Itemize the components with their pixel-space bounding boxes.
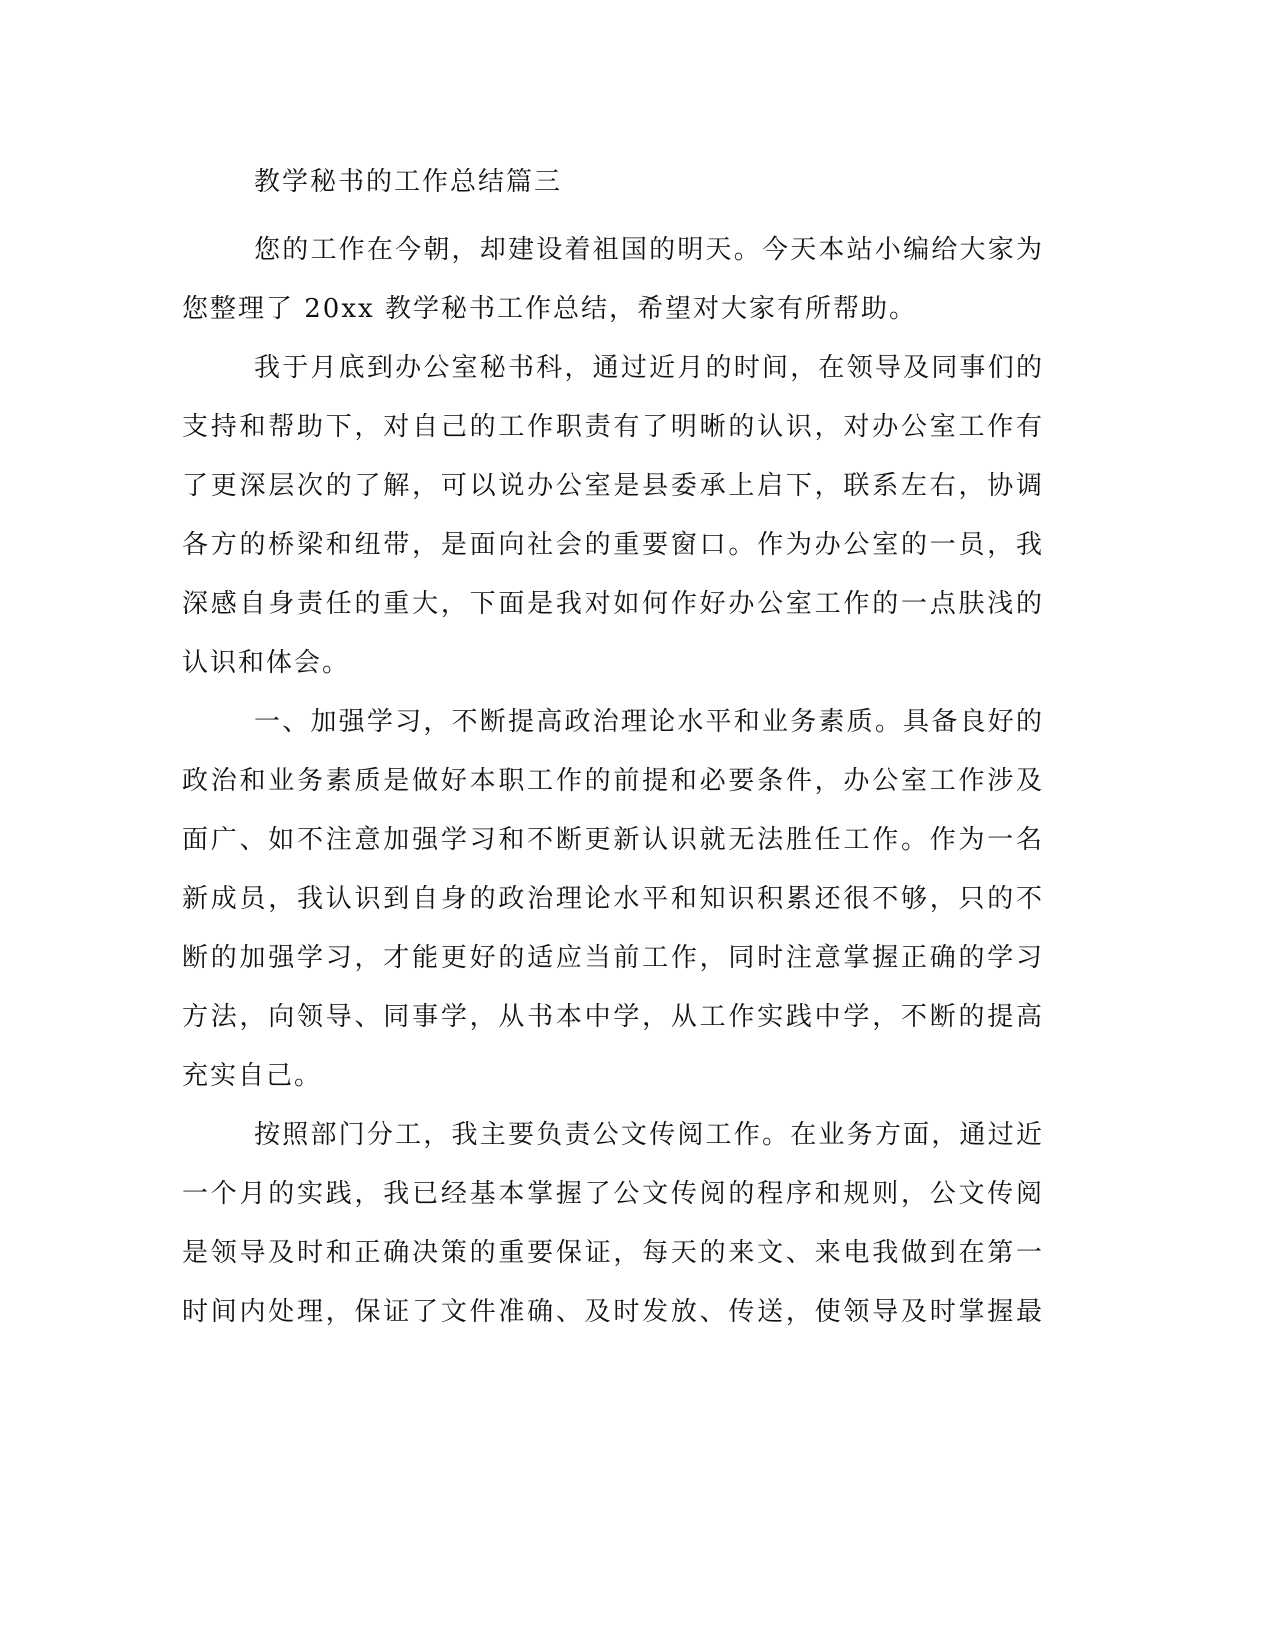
paragraph-study [182, 693, 1042, 1106]
paragraph-line: 断的加强学习，才能更好的适应当前工作，同时注意掌握正确的学习 [182, 943, 1042, 973]
paragraph-line: 是领导及时和正确决策的重要保证，每天的来文、来电我做到在第一 [182, 1238, 1042, 1268]
paragraph-line: 各方的桥梁和纽带，是面向社会的重要窗口。作为办公室的一员，我 [182, 530, 1042, 560]
paragraph-arrival [182, 339, 1042, 693]
paragraph-line: 深感自身责任的重大，下面是我对如何作好办公室工作的一点肤浅的 [182, 589, 1042, 619]
document-title: 教学秘书的工作总结篇三 [254, 167, 563, 197]
paragraph-line: 面广、如不注意加强学习和不断更新认识就无法胜任工作。作为一名 [182, 825, 1042, 855]
paragraph-line: 时间内处理，保证了文件准确、及时发放、传送，使领导及时掌握最 [182, 1297, 1042, 1327]
paragraph-line: 一个月的实践，我已经基本掌握了公文传阅的程序和规则，公文传阅 [182, 1179, 1042, 1209]
paragraph-line: 方法，向领导、同事学，从书本中学，从工作实践中学，不断的提高 [182, 1002, 1042, 1032]
paragraph-line: 支持和帮助下，对自己的工作职责有了明晰的认识，对办公室工作有 [182, 412, 1042, 442]
paragraph-line: 政治和业务素质是做好本职工作的前提和必要条件，办公室工作涉及 [182, 766, 1042, 796]
paragraph-line: 您整理了 20xx 教学秘书工作总结，希望对大家有所帮助。 [182, 294, 917, 324]
paragraph-line: 我于月底到办公室秘书科，通过近月的时间，在领导及同事们的 [254, 353, 1042, 383]
paragraph-intro [182, 221, 1042, 339]
paragraph-duties [182, 1106, 1042, 1342]
paragraph-line: 您的工作在今朝，却建设着祖国的明天。今天本站小编给大家为 [254, 235, 1042, 265]
paragraph-line: 一、加强学习，不断提高政治理论水平和业务素质。具备良好的 [254, 707, 1042, 737]
paragraph-line: 按照部门分工，我主要负责公文传阅工作。在业务方面，通过近 [254, 1120, 1042, 1150]
paragraph-line: 了更深层次的了解，可以说办公室是县委承上启下，联系左右，协调 [182, 471, 1042, 501]
paragraph-line: 充实自己。 [182, 1061, 323, 1091]
document-body [182, 158, 1042, 1342]
paragraph-line: 新成员，我认识到自身的政治理论水平和知识积累还很不够，只的不 [182, 884, 1042, 914]
paragraph-line: 认识和体会。 [182, 648, 351, 678]
